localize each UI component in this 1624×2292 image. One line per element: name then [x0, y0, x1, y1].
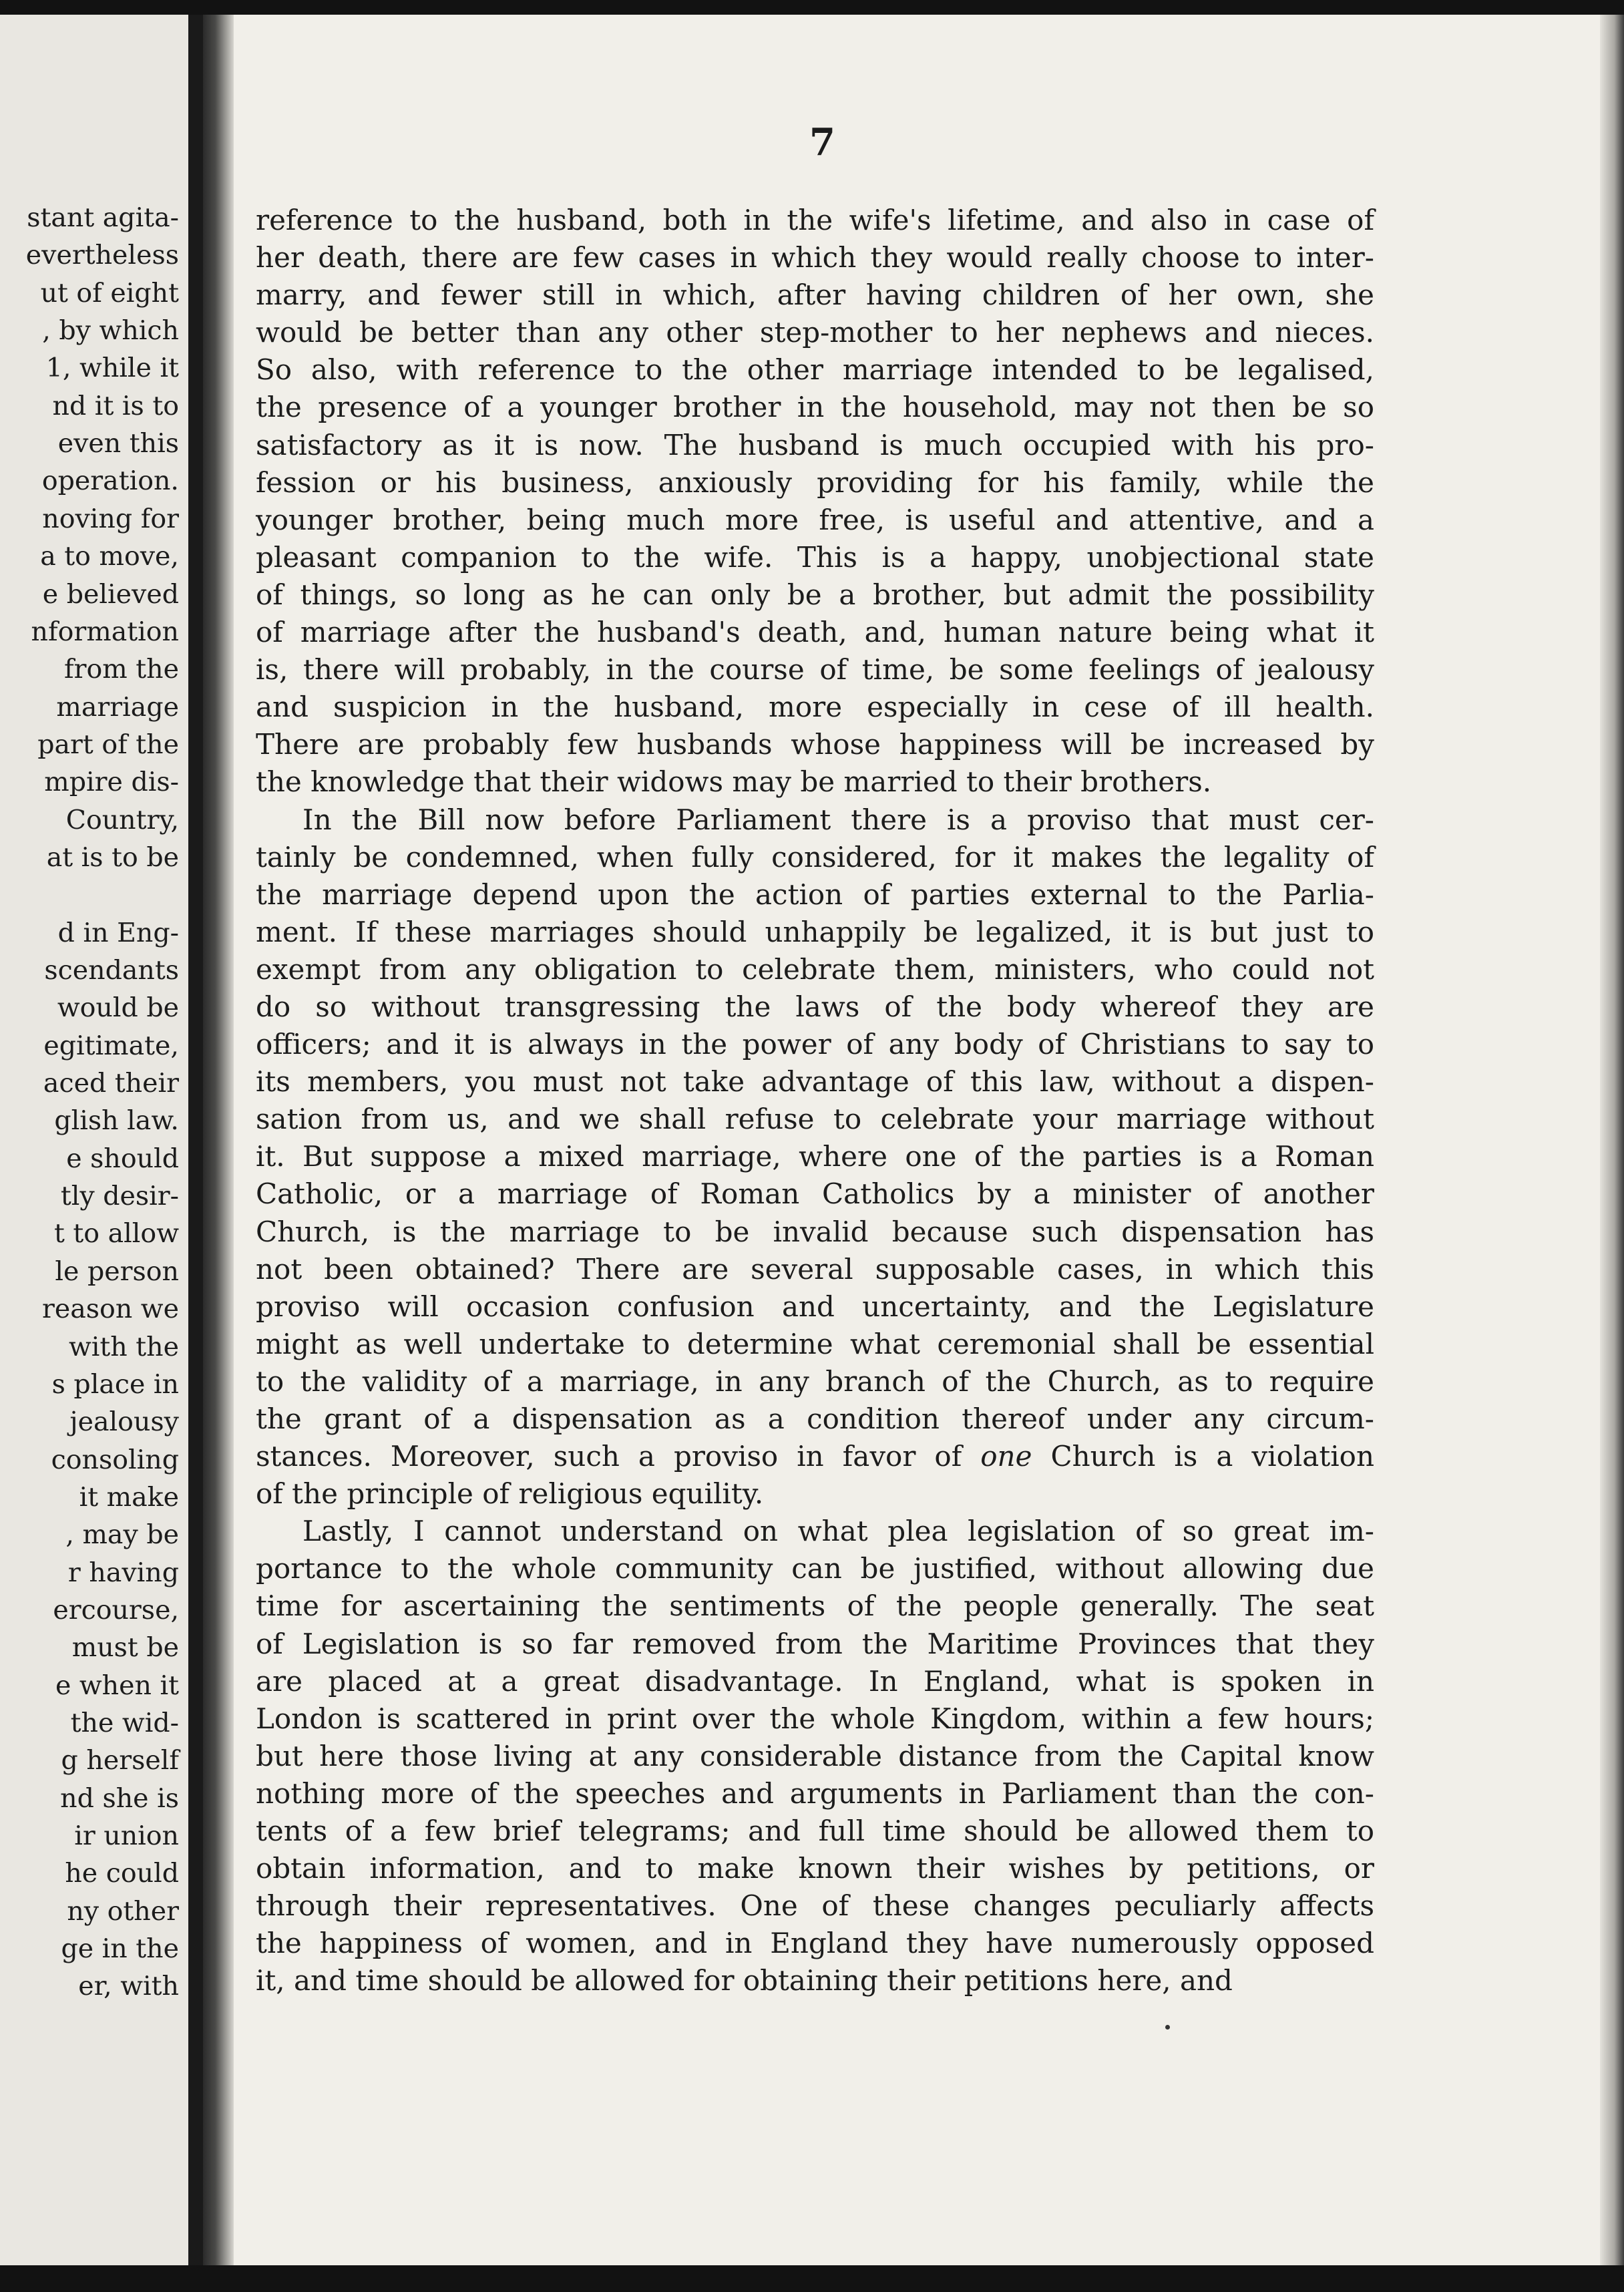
- facing-page-line: 1, while it: [45, 353, 179, 384]
- page-edge-shadow: [1600, 15, 1624, 2265]
- text-line: In the Bill now before Parliament there is a proviso that must cer-: [302, 803, 1374, 836]
- facing-page-line: e when it: [55, 1670, 179, 1701]
- text-line: are placed at a great disadvantage. In England, what is spoken in: [256, 1664, 1374, 1698]
- facing-page-line: d in Eng-: [57, 917, 179, 948]
- facing-page-line: ercourse,: [53, 1594, 179, 1626]
- facing-page-line: must be: [71, 1632, 179, 1664]
- ink-speck: [1165, 2025, 1170, 2030]
- facing-page-line: a to move,: [40, 541, 179, 572]
- text-line: of the principle of religious equility.: [256, 1477, 764, 1511]
- text-line: the happiness of women, and in England they have numerously opposed: [256, 1927, 1374, 1960]
- facing-page-line: aced their: [43, 1068, 179, 1099]
- text-line: time for ascertaining the sentiments of the people generally. The seat: [256, 1589, 1374, 1623]
- gutter-shadow: [203, 15, 234, 2265]
- facing-page-line: stant agita-: [27, 202, 179, 233]
- facing-page-line: , by which: [42, 315, 179, 347]
- text-line: of things, so long as he can only be a brother, but admit the possibility: [256, 578, 1374, 611]
- text-line: of Legislation is so far removed from the Maritime Provinces that they: [256, 1627, 1374, 1660]
- facing-page-line: nformation: [31, 616, 179, 647]
- facing-page-line: consoling: [51, 1444, 179, 1475]
- facing-page-line: er, with: [78, 1971, 179, 2002]
- facing-page-line: s place in: [51, 1368, 179, 1400]
- facing-page-line: g herself: [61, 1745, 179, 1776]
- text-line: of marriage after the husband's death, and, human nature being what it: [256, 616, 1374, 649]
- text-line: Church, is the marriage to be invalid because such dispensation has: [256, 1215, 1374, 1248]
- facing-page-line: noving for: [42, 503, 179, 534]
- text-line: obtain information, and to make known their wishes by petitions, or: [256, 1852, 1374, 1885]
- text-line: proviso will occasion confusion and uncertainty, and the Legislature: [256, 1290, 1374, 1323]
- page-number: 7: [809, 120, 835, 164]
- facing-page-line: he could: [65, 1858, 179, 1889]
- facing-page-fragment: [0, 15, 188, 2265]
- emphasized-word: one: [980, 1440, 1032, 1473]
- facing-page-line: operation.: [41, 465, 179, 497]
- facing-page-line: e believed: [42, 578, 179, 610]
- facing-page-line: from the: [64, 654, 179, 685]
- text-line: reference to the husband, both in the wife's lifetime, and also in case of: [256, 204, 1374, 236]
- text-line: officers; and it is always in the power of any body of Christians to say to: [256, 1028, 1374, 1061]
- text-line: ment. If these marriages should unhappily be legalized, it is but just to: [256, 915, 1374, 948]
- text-line: it, and time should be allowed for obtaining their petitions here, and: [256, 1964, 1233, 1997]
- text-line: the presence of a younger brother in the household, may not then be so: [256, 391, 1374, 424]
- book-gutter: [188, 15, 203, 2265]
- scan-top-border: [0, 0, 1624, 15]
- text-line: do so without transgressing the laws of the body whereof they are: [256, 990, 1374, 1023]
- facing-page-line: tly desir-: [60, 1181, 179, 1212]
- text-line: exempt from any obligation to celebrate them, ministers, who could not: [256, 952, 1374, 986]
- facing-page-line: with the: [68, 1331, 179, 1362]
- facing-page-line: t to allow: [53, 1218, 179, 1250]
- text-line: London is scattered in print over the whole Kingdom, within a few hours;: [256, 1702, 1374, 1735]
- facing-page-line: scendants: [44, 955, 179, 986]
- facing-page-line: Country,: [65, 804, 179, 835]
- facing-page-line: even this: [57, 428, 179, 459]
- text-line: to the validity of a marriage, in any branch of the Church, as to require: [256, 1364, 1374, 1398]
- text-line: is, there will probably, in the course of time, be some feelings of jealousy: [256, 653, 1374, 687]
- facing-page-line: glish law.: [54, 1105, 179, 1137]
- main-text-column: [256, 202, 1374, 2000]
- text-line: Catholic, or a marriage of Roman Catholics by a minister of another: [256, 1177, 1374, 1211]
- text-line: her death, there are few cases in which they would really choose to inter-: [256, 241, 1374, 274]
- text-line: younger brother, being much more free, is useful and attentive, and a: [256, 503, 1374, 536]
- text-line: the knowledge that their widows may be married to their brothers.: [256, 765, 1212, 799]
- text-line: There are probably few husbands whose happiness will be increased by: [256, 728, 1374, 761]
- text-line: it. But suppose a mixed marriage, where one of the parties is a Roman: [256, 1140, 1374, 1173]
- text-line: pleasant companion to the wife. This is a happy, unobjectional state: [256, 540, 1374, 574]
- facing-page-line: it make: [79, 1481, 179, 1513]
- facing-page-line: egitimate,: [43, 1030, 179, 1061]
- facing-page-line: e should: [66, 1143, 179, 1174]
- text-line: might as well undertake to determine what ceremonial shall be essential: [256, 1327, 1374, 1360]
- text-line: nothing more of the speeches and arguments in Parliament than the con-: [256, 1776, 1374, 1810]
- facing-page-line: the wid-: [70, 1708, 179, 1738]
- text-line: stances. Moreover, such a proviso in favor of one Church is a violation: [256, 1440, 1374, 1473]
- facing-page-line: le person: [55, 1256, 179, 1287]
- text-line: and suspicion in the husband, more especially in cese of ill health.: [256, 691, 1374, 724]
- facing-page-line: would be: [57, 992, 179, 1024]
- text-line: through their representatives. One of these changes peculiarly affects: [256, 1889, 1374, 1923]
- text-line: tainly be condemned, when fully considered, for it makes the legality of: [256, 840, 1374, 874]
- facing-page-line: evertheless: [25, 240, 179, 271]
- text-line: its members, you must not take advantage of this law, without a dispen-: [256, 1065, 1374, 1099]
- facing-page-line: mpire dis-: [44, 767, 179, 798]
- facing-page-line: , may be: [65, 1519, 179, 1551]
- facing-page-line: reason we: [41, 1294, 179, 1325]
- text-line: Lastly, I cannot understand on what plea legislation of so great im-: [302, 1515, 1374, 1548]
- facing-page-line: ge in the: [61, 1933, 179, 1965]
- facing-page-line: ut of eight: [40, 277, 179, 309]
- text-line: not been obtained? There are several supposable cases, in which this: [256, 1252, 1374, 1286]
- facing-page-line: marriage: [56, 691, 179, 723]
- text-line: portance to the whole community can be justified, without allowing due: [256, 1552, 1374, 1585]
- facing-page-line: ir union: [74, 1821, 179, 1852]
- text-line: the grant of a dispensation as a condition thereof under any circum-: [256, 1402, 1374, 1435]
- text-line: the marriage depend upon the action of parties external to the Parlia-: [256, 878, 1374, 911]
- text-line: tents of a few brief telegrams; and full time should be allowed them to: [256, 1814, 1374, 1848]
- facing-page-line: part of the: [37, 729, 179, 760]
- text-line: fession or his business, anxiously providing for his family, while the: [256, 465, 1374, 499]
- facing-page-line: nd it is to: [52, 390, 179, 421]
- facing-page-line: jealousy: [69, 1406, 179, 1438]
- text-line: So also, with reference to the other marriage intended to be legalised,: [256, 353, 1374, 387]
- facing-page-line: nd she is: [60, 1782, 179, 1814]
- scan-bottom-border: [0, 2265, 1624, 2292]
- text-line: marry, and fewer still in which, after having children of her own, she: [256, 278, 1374, 312]
- text-line: would be better than any other step-mother to her nephews and nieces.: [256, 316, 1374, 349]
- facing-page-line: ny other: [67, 1895, 179, 1927]
- text-line: satisfactory as it is now. The husband is much occupied with his pro-: [256, 428, 1374, 461]
- facing-page-line: at is to be: [46, 841, 179, 873]
- facing-page-line: r having: [67, 1557, 179, 1588]
- text-line: but here those living at any considerable distance from the Capital know: [256, 1739, 1374, 1772]
- text-line: sation from us, and we shall refuse to celebrate your marriage without: [256, 1103, 1374, 1136]
